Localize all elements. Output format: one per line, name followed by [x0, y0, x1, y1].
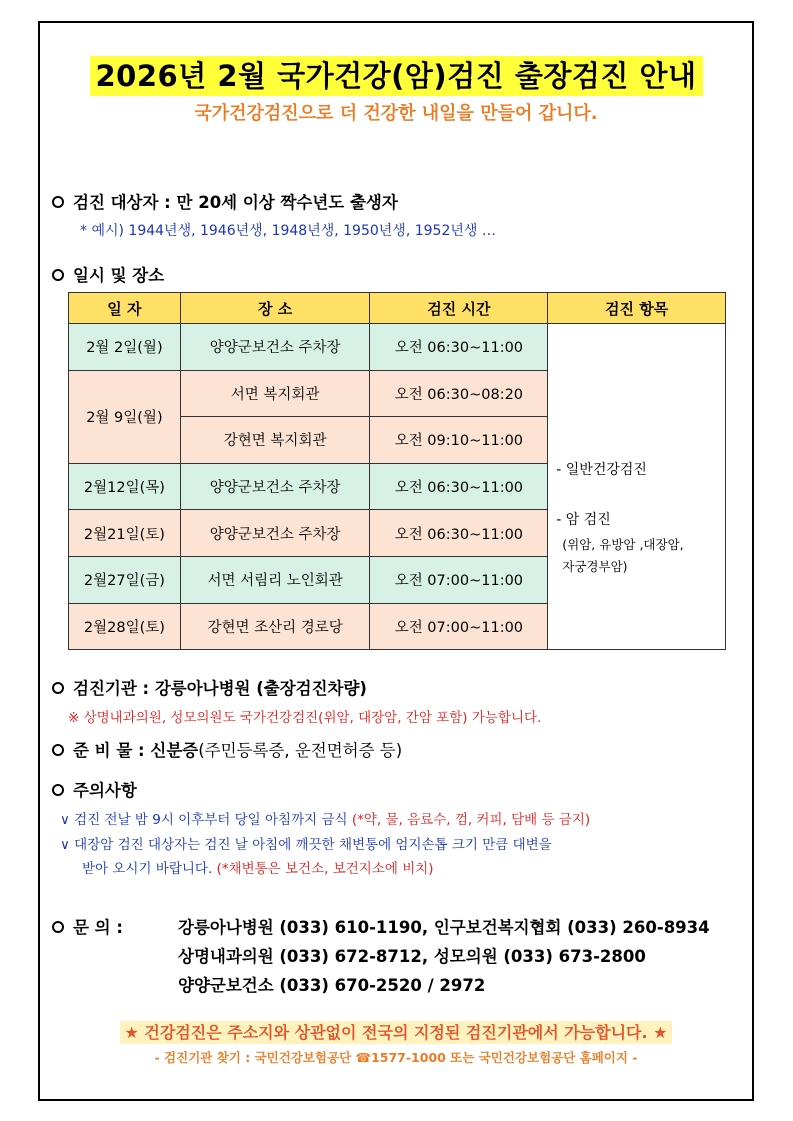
prepare-section — [52, 737, 402, 761]
row-date: 2월21일(토) — [69, 510, 181, 557]
target-section — [52, 189, 398, 213]
caution-line-1-note: (*약, 물, 음료수, 껌, 커피, 담배 등 금지) — [351, 812, 591, 828]
institution-section — [52, 675, 367, 699]
item-general: - 일반건강검진 — [556, 461, 647, 478]
table-header-row — [69, 293, 726, 324]
prepare-label: 준 비 물 : 신분증 — [73, 741, 199, 760]
row-date: 2월28일(토) — [69, 603, 181, 650]
footer-notice: ★ 건강검진은 주소지와 상관없이 전국의 지정된 검진기관에서 가능합니다. ★ — [120, 1021, 671, 1044]
row-time: 오전 07:00~11:00 — [370, 556, 548, 603]
footer-find: - 검진기관 찾기 : 국민건강보험공단 ☎1577-1000 또는 국민건강보험공단 홈페이지 - — [154, 1050, 638, 1065]
caution-section — [52, 777, 137, 801]
caution-line-1 — [60, 808, 590, 828]
circle-bullet-icon — [52, 196, 64, 208]
item-cancer-detail-1: (위암, 유방암 ,대장암, — [562, 536, 684, 552]
caution-line-2: ∨ 대장암 검진 대상자는 검진 날 아침에 깨끗한 채변통에 엄지손톱 크기 만큼 대변을 — [60, 837, 552, 853]
schedule-section — [52, 262, 164, 286]
header-place: 장 소 — [180, 293, 370, 324]
prepare-detail: (주민등록증, 운전면허증 등) — [198, 741, 403, 760]
caution-line-3 — [82, 857, 434, 877]
row-place: 서면 서림리 노인회관 — [180, 556, 370, 603]
exam-items-cell — [548, 324, 726, 650]
row-time: 오전 09:10~11:00 — [370, 417, 548, 464]
circle-bullet-icon — [52, 921, 64, 933]
row-date: 2월12일(목) — [69, 463, 181, 510]
item-cancer-detail-2: 자궁경부암) — [562, 558, 628, 574]
target-example: * 예시) 1944년생, 1946년생, 1948년생, 1950년생, 1952년생 … — [80, 223, 496, 239]
schedule-table — [68, 292, 726, 650]
caution-line-1-text: ∨ 검진 전날 밤 9시 이후부터 당일 아침까지 금식 — [60, 812, 348, 828]
row-place: 양양군보건소 주차장 — [180, 463, 370, 510]
contact-section — [52, 913, 710, 1000]
row-time: 오전 06:30~08:20 — [370, 370, 548, 417]
row-place: 강현면 복지회관 — [180, 417, 370, 464]
contact-line-2: 상명내과의원 (033) 672-8712, 성모의원 (033) 673-2800 — [178, 947, 646, 966]
circle-bullet-icon — [52, 744, 64, 756]
row-place: 양양군보건소 주차장 — [180, 510, 370, 557]
schedule-heading: 일시 및 장소 — [73, 266, 165, 285]
caution-line-3-text: 받아 오시기 바랍니다. — [82, 861, 213, 877]
circle-bullet-icon — [52, 784, 64, 796]
contact-line-3: 양양군보건소 (033) 670-2520 / 2972 — [178, 976, 486, 995]
circle-bullet-icon — [52, 269, 64, 281]
row-place: 양양군보건소 주차장 — [180, 324, 370, 371]
document-frame — [38, 21, 754, 1101]
row-date: 2월 2일(월) — [69, 324, 181, 371]
page-subtitle: 국가건강검진으로 더 건강한 내일을 만들어 갑니다. — [194, 103, 598, 124]
row-time: 오전 06:30~11:00 — [370, 510, 548, 557]
header-time: 검진 시간 — [370, 293, 548, 324]
row-date: 2월 9일(월) — [69, 370, 181, 463]
contact-line-1: 강릉아나병원 (033) 610-1190, 인구보건복지협회 (033) 260-8934 — [178, 918, 710, 937]
contact-label: 문 의 : — [73, 918, 123, 937]
caution-heading: 주의사항 — [73, 781, 137, 800]
row-place: 강현면 조산리 경로당 — [180, 603, 370, 650]
header-date: 일 자 — [69, 293, 181, 324]
header-items: 검진 항목 — [548, 293, 726, 324]
caution-line-3-note: (*채변통은 보건소, 보건지소에 비치) — [216, 861, 434, 877]
footer-notice-wrap — [40, 1020, 752, 1043]
institution-heading: 검진기관 : 강릉아나병원 (출장검진차량) — [73, 679, 367, 698]
institution-note: ※ 상명내과의원, 성모의원도 국가건강검진(위암, 대장암, 간암 포함) 가능합니다. — [68, 710, 542, 726]
table-row — [69, 324, 726, 371]
row-time: 오전 06:30~11:00 — [370, 463, 548, 510]
circle-bullet-icon — [52, 682, 64, 694]
row-time: 오전 06:30~11:00 — [370, 324, 548, 371]
page-title: 2026년 2월 국가건강(암)검진 출장검진 안내 — [90, 56, 703, 96]
title-wrap — [40, 56, 752, 96]
target-heading: 검진 대상자 : 만 20세 이상 짝수년도 출생자 — [73, 193, 398, 212]
item-cancer: - 암 검진 — [556, 511, 611, 528]
row-time: 오전 07:00~11:00 — [370, 603, 548, 650]
row-place: 서면 복지회관 — [180, 370, 370, 417]
row-date: 2월27일(금) — [69, 556, 181, 603]
